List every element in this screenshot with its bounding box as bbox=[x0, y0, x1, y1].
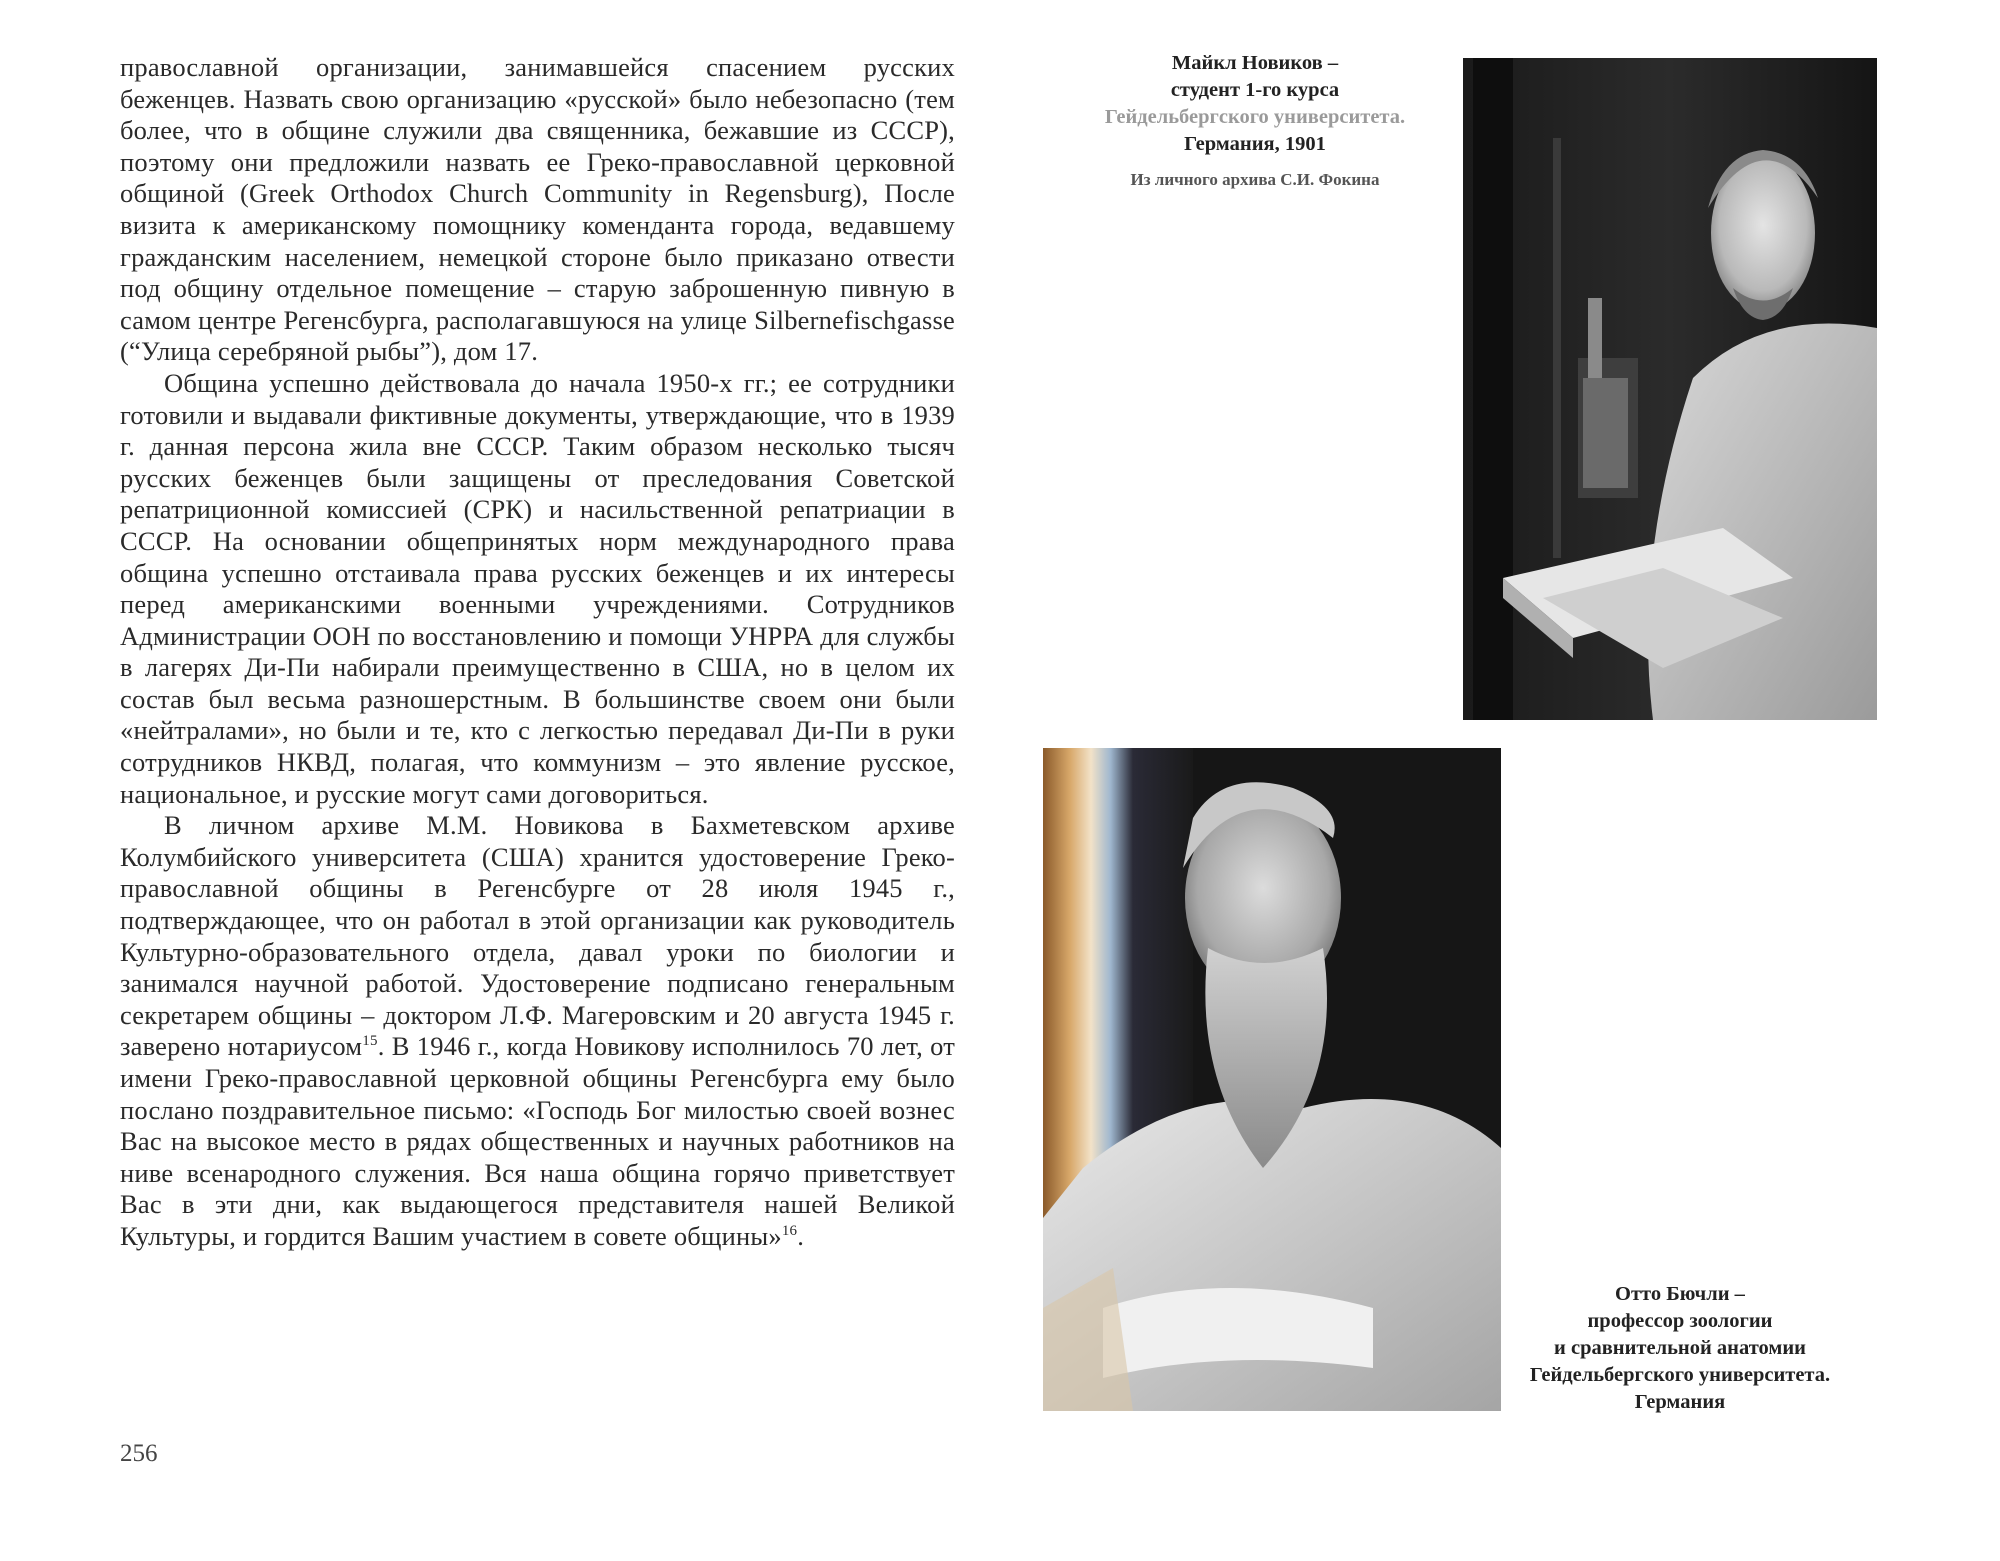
photo-novikov-image bbox=[1463, 58, 1877, 720]
paragraph-1: православной организации, занимавшейся спасением русских беженцев. Назвать свою организацию «русской» было небезопасно (тем более, что в общине служили два священника, бежавшие из СССР), поэтому они предложили назвать ее Греко-православной церковной общиной (Greek Orthodox Church Community in Regensburg), После визита к американскому помощнику коменданта города, ведавшему гражданским населением, немецкой стороне было приказано отвести под общину отдельное помещение – старую заброшенную пивную в самом центре Регенсбурга, располагавшуюся на улице Silbernefischgasse (“Улица серебряной рыбы”), дом 17. bbox=[120, 52, 955, 367]
photo-caption-novikov bbox=[1065, 50, 1445, 193]
footnote-ref-15: 15 bbox=[362, 1033, 378, 1050]
photo-buchli bbox=[1043, 748, 1501, 1411]
caption-novikov-line-3: Гейдельбергского университета. bbox=[1104, 106, 1406, 128]
left-page bbox=[120, 52, 955, 1253]
photo-novikov bbox=[1463, 58, 1877, 720]
caption-buchli-line-5: Германия bbox=[1634, 1391, 1726, 1413]
caption-novikov-line-2: студент 1-го курса bbox=[1170, 79, 1340, 101]
paragraph-3-text-c: . bbox=[797, 1220, 805, 1251]
photo-caption-buchli bbox=[1500, 1281, 1860, 1416]
caption-novikov-line-1: Майкл Новиков – bbox=[1171, 52, 1339, 74]
caption-buchli-line-3: и сравнительной анатомии bbox=[1554, 1337, 1806, 1359]
paragraph-3-text-a: В личном архиве М.М. Новикова в Бахметевском архиве Колумбийского университета (США) хранится удостоверение Греко-православной общины в Регенсбурге от 28 июля 1945 г., подтверждающее, что он работал в этой организации как руководитель Культурно-образовательного отдела, давал уроки по биологии и занимался научной работой. Удостоверение подписано генеральным секретарем общины – доктором Л.Ф. Магеровским и 20 августа 1945 г. заверено нотариусом bbox=[120, 810, 955, 1062]
caption-buchli-line-2: профессор зоологии bbox=[1587, 1310, 1773, 1332]
paragraph-3 bbox=[120, 810, 955, 1252]
footnote-ref-16: 16 bbox=[781, 1222, 798, 1239]
caption-buchli-line-1: Отто Бючли – bbox=[1615, 1283, 1745, 1305]
page-number: 256 bbox=[120, 1440, 158, 1467]
photo-buchli-image bbox=[1043, 748, 1501, 1411]
caption-buchli-line-4: Гейдельбергского университета. bbox=[1529, 1364, 1831, 1386]
caption-novikov-line-4: Германия, 1901 bbox=[1184, 133, 1326, 155]
body-text bbox=[120, 52, 955, 1253]
paragraph-2: Община успешно действовала до начала 1950-х гг.; ее сотрудники готовили и выдавали фиктивные документы, утверждающие, что в 1939 г. данная персона жила вне СССР. Таким образом несколько тысяч русских беженцев были защищены от преследования Советской репатриционной комиссией (СРК) и насильственной репатриации в СССР. На основании общепринятых норм международного права община успешно отстаивала права русских беженцев и их интересы перед американскими военными учреждениями. Сотрудников Администрации ООН по восстановлению и помощи УНРРА для службы в лагерях Ди-Пи набирали преимущественно в США, но в целом их состав был весьма разношерстным. В большинстве своем они были «нейтралами», но были и те, кто с легкостью передавал Ди-Пи в руки сотрудников НКВД, полагая, что коммунизм – это явление русское, национальное, и русские могут сами договориться. bbox=[120, 367, 955, 809]
photo-credit: Из личного архива С.И. Фокина bbox=[1130, 170, 1380, 189]
paragraph-3-text-b: . В 1946 г., когда Новикову исполнилось 70 лет, от имени Греко-православной церковной общины Регенсбурга ему было послано поздравительное письмо: «Господь Бог милостью своей вознес Вас на высокое место в рядах общественных и научных работников на ниве всенародного служения. Вся наша община горячо приветствует Вас в эти дни, как выдающегося представителя нашей Великой Культуры, и гордится Вашим участием в совете общины» bbox=[120, 1031, 955, 1251]
